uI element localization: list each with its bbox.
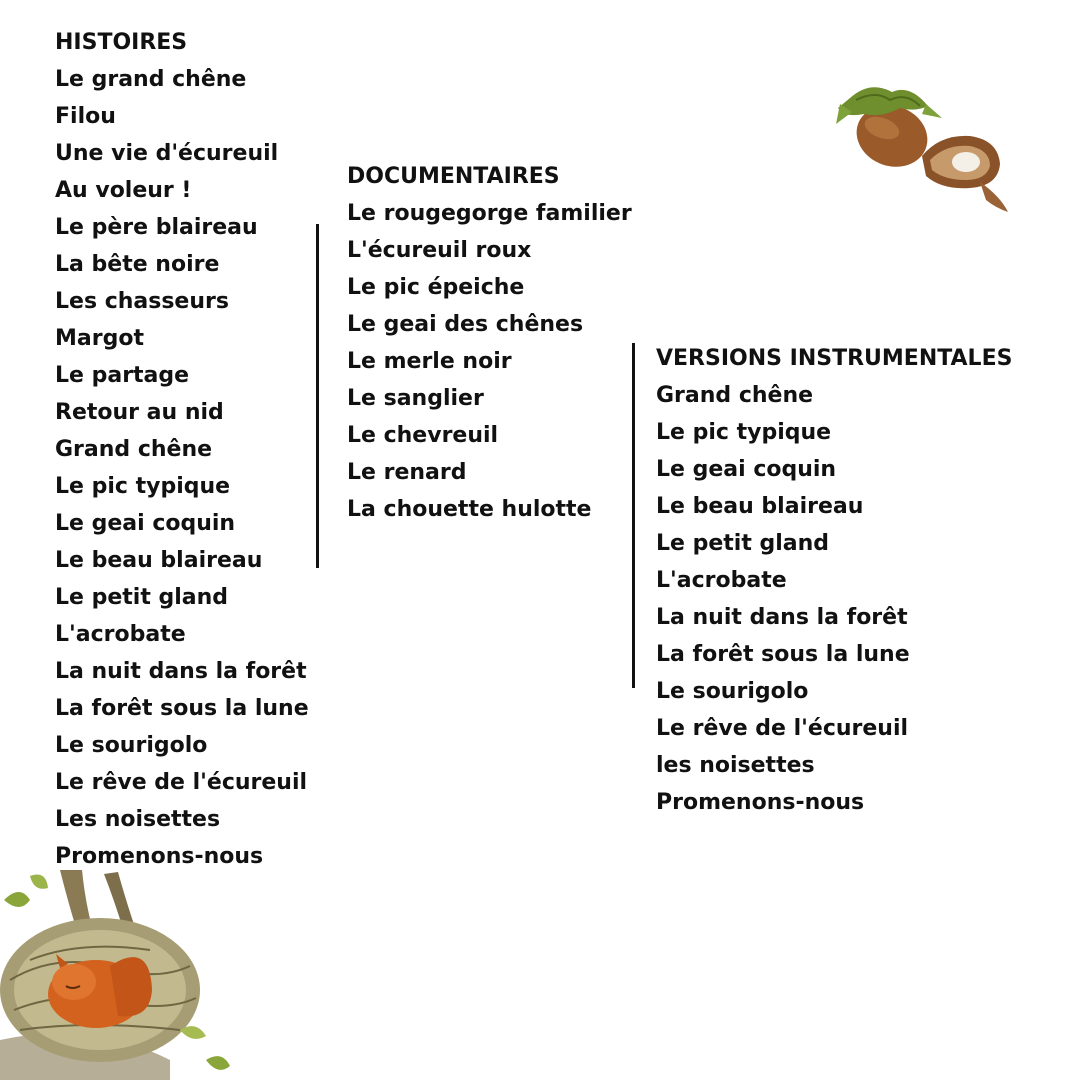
column-divider xyxy=(632,343,635,688)
list-item: Le pic typique xyxy=(55,474,231,499)
list-item: L'acrobate xyxy=(55,622,186,647)
list-item: Le pic épeiche xyxy=(347,275,525,300)
versions-heading: VERSIONS INSTRUMENTALES xyxy=(656,346,1013,371)
list-item: La bête noire xyxy=(55,252,220,277)
list-item: Le sourigolo xyxy=(55,733,208,758)
list-item: Le partage xyxy=(55,363,190,388)
histoires-heading: HISTOIRES xyxy=(55,30,188,55)
list-item: Margot xyxy=(55,326,144,351)
column-divider xyxy=(316,224,319,568)
list-item: L'écureuil roux xyxy=(347,238,532,263)
list-item: Le pic typique xyxy=(656,420,832,445)
list-item: Le beau blaireau xyxy=(656,494,864,519)
list-item: Grand chêne xyxy=(55,437,213,462)
hazelnut-illustration xyxy=(830,78,1020,223)
list-item: La forêt sous la lune xyxy=(55,696,309,721)
list-item: Le rougegorge familier xyxy=(347,201,632,226)
list-item: Une vie d'écureuil xyxy=(55,141,279,166)
list-item: Le chevreuil xyxy=(347,423,499,448)
list-item: Filou xyxy=(55,104,116,129)
list-item: Les noisettes xyxy=(55,807,221,832)
versions-instrumentales-list xyxy=(656,340,1012,821)
documentaires-heading: DOCUMENTAIRES xyxy=(347,164,560,189)
list-item: Le renard xyxy=(347,460,467,485)
squirrel-nest-illustration xyxy=(0,870,270,1080)
list-item: Promenons-nous xyxy=(656,790,865,815)
list-item: Le sanglier xyxy=(347,386,484,411)
histoires-list xyxy=(55,24,309,875)
list-item: Le beau blaireau xyxy=(55,548,263,573)
list-item: La nuit dans la forêt xyxy=(55,659,307,684)
list-item: Le père blaireau xyxy=(55,215,258,240)
list-item: les noisettes xyxy=(656,753,815,778)
list-item: Au voleur ! xyxy=(55,178,192,203)
documentaires-list xyxy=(347,158,632,528)
list-item: Le geai coquin xyxy=(55,511,236,536)
list-item: L'acrobate xyxy=(656,568,787,593)
list-item: Retour au nid xyxy=(55,400,224,425)
list-item: Le sourigolo xyxy=(656,679,809,704)
list-item: Grand chêne xyxy=(656,383,814,408)
list-item: Le rêve de l'écureuil xyxy=(656,716,909,741)
list-item: La nuit dans la forêt xyxy=(656,605,908,630)
list-item: Le geai coquin xyxy=(656,457,837,482)
list-item: Le petit gland xyxy=(656,531,830,556)
list-item: Le grand chêne xyxy=(55,67,247,92)
list-item: Le rêve de l'écureuil xyxy=(55,770,308,795)
list-item: Le petit gland xyxy=(55,585,229,610)
list-item: Les chasseurs xyxy=(55,289,229,314)
list-item: Le geai des chênes xyxy=(347,312,584,337)
list-item: Le merle noir xyxy=(347,349,512,374)
list-item: La forêt sous la lune xyxy=(656,642,910,667)
list-item: La chouette hulotte xyxy=(347,497,592,522)
list-item: Promenons-nous xyxy=(55,844,264,869)
